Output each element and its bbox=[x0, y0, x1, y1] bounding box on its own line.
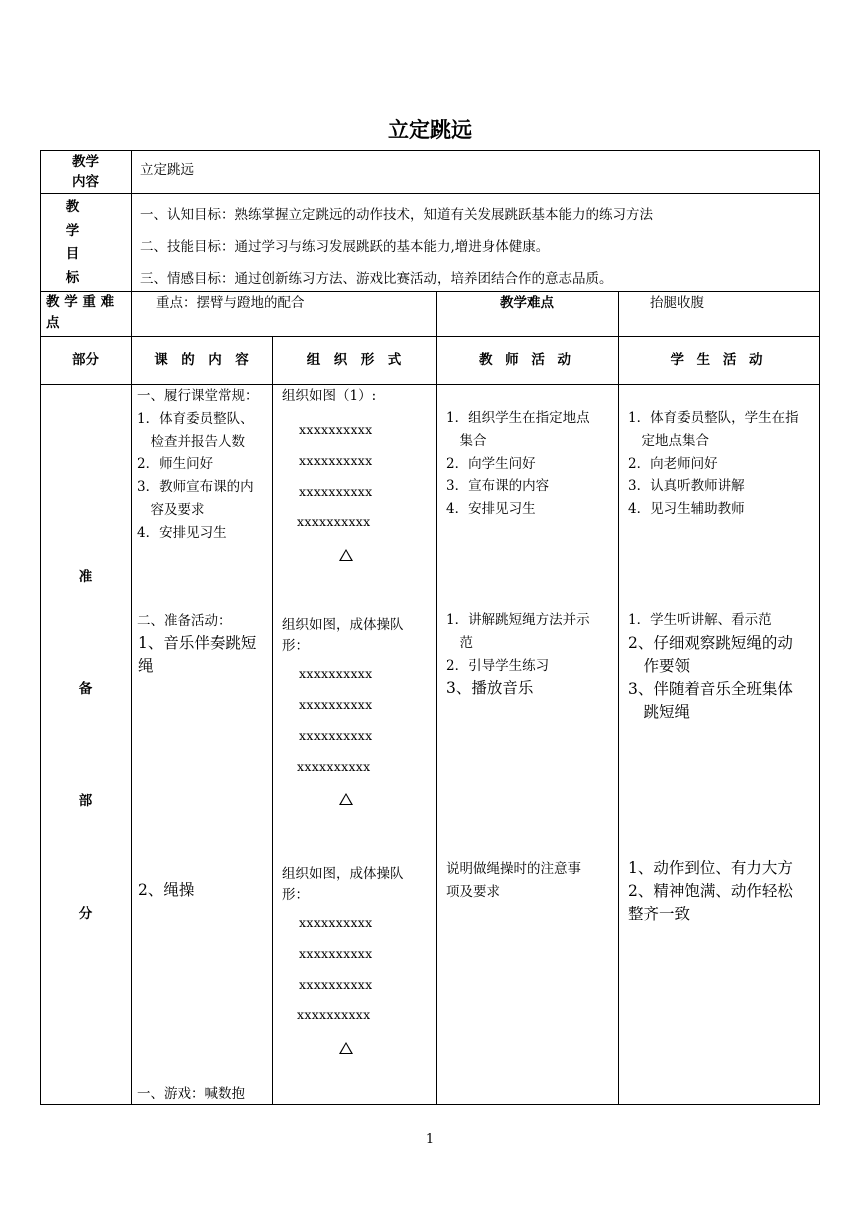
difficulty-label: 教学难点 bbox=[500, 295, 554, 311]
block3-content: 2、绳操 bbox=[138, 881, 195, 899]
block2-teacher: 1．讲解跳短绳方法并示 范 2．引导学生练习 bbox=[446, 612, 590, 674]
block3-org-title: 组织如图，成体操队 形： bbox=[282, 866, 404, 903]
block1-teacher: 1．组织学生在指定地点 集合 2．向学生问好 3．宣布课的内容 4．安排见习生 bbox=[446, 410, 590, 518]
difficulty-value: 抬腿收腹 bbox=[650, 295, 704, 311]
section-char: 备 bbox=[78, 681, 93, 697]
section-char: 准 bbox=[78, 569, 93, 585]
block2-content-title: 二、准备活动： bbox=[137, 613, 232, 629]
block2-teacher-music: 3、播放音乐 bbox=[446, 679, 534, 697]
header-teacher: 教 师 活 动 bbox=[478, 352, 576, 368]
formation-row: xxxxxxxxxx bbox=[299, 728, 373, 743]
formation-row: xxxxxxxxxx bbox=[299, 484, 373, 499]
formation-row: xxxxxxxxxx bbox=[299, 453, 373, 468]
header-content: 课 的 内 容 bbox=[154, 352, 249, 368]
block1-org-title: 组织如图（1）: bbox=[282, 388, 377, 404]
formation-row: xxxxxxxxxx bbox=[299, 946, 373, 961]
goal-skill: 二、技能目标：通过学习与练习发展跳跃的基本能力,增进身体健康。 bbox=[140, 239, 550, 255]
formation-row: xxxxxxxxxx bbox=[299, 422, 373, 437]
page-title: 立定跳远 bbox=[388, 118, 472, 142]
formation-row: xxxxxxxxxx bbox=[297, 1007, 371, 1022]
block2-content: 1、音乐伴奏跳短 绳 bbox=[138, 634, 257, 675]
header-organization: 组 织 形 式 bbox=[306, 352, 402, 368]
block1-student: 1．体育委员整队，学生在指 定地点集合 2．向老师问好 3．认真听教师讲解 4．见习生辅助教师 bbox=[628, 410, 799, 518]
row-label-key-points: 教 学 重 难 点 bbox=[46, 294, 115, 331]
header-student: 学 生 活 动 bbox=[670, 352, 767, 368]
formation-row: xxxxxxxxxx bbox=[297, 514, 371, 529]
key-point: 重点：摆臂与蹬地的配合 bbox=[156, 295, 305, 311]
teacher-triangle-icon bbox=[339, 1042, 353, 1054]
section-char: 分 bbox=[78, 906, 93, 922]
formation-row: xxxxxxxxxx bbox=[297, 759, 371, 774]
block4-content: 一、游戏：喊数抱 bbox=[137, 1086, 245, 1102]
block3-student: 1、动作到位、有力大方 2、精神饱满、动作轻松 整齐一致 bbox=[628, 859, 793, 923]
row-label-goals: 教 学 目 标 bbox=[65, 199, 80, 286]
block2-student-first: 1．学生听讲解、看示范 bbox=[628, 612, 772, 628]
formation-row: xxxxxxxxxx bbox=[299, 915, 373, 930]
content-value: 立定跳远 bbox=[140, 162, 194, 178]
teacher-triangle-icon bbox=[339, 793, 353, 805]
block1-content: 一、履行课堂常规： 1．体育委员整队、 检查并报告人数 2．师生问好 3．教师宣布课的内 容及要求 4．安排见习生 bbox=[137, 388, 259, 541]
formation-row: xxxxxxxxxx bbox=[299, 666, 373, 681]
goal-cognitive: 一、认知目标：熟练掌握立定跳远的动作技术，知道有关发展跳跃基本能力的练习方法 bbox=[140, 207, 653, 223]
block3-teacher: 说明做绳操时的注意事 项及要求 bbox=[446, 861, 581, 900]
page-number: 1 bbox=[425, 1132, 435, 1147]
section-char: 部 bbox=[78, 793, 93, 809]
block2-org-title: 组织如图，成体操队 形： bbox=[282, 617, 404, 654]
formation-row: xxxxxxxxxx bbox=[299, 977, 373, 992]
block2-student: 2、仔细观察跳短绳的动 作要领 3、伴随着音乐全班集体 跳短绳 bbox=[628, 634, 793, 721]
row-label-content: 教学 内容 bbox=[72, 154, 99, 190]
formation-row: xxxxxxxxxx bbox=[299, 697, 373, 712]
teacher-triangle-icon bbox=[339, 549, 353, 561]
header-section: 部分 bbox=[72, 352, 99, 368]
goal-affective: 三、情感目标：通过创新练习方法、游戏比赛活动，培养团结合作的意志品质。 bbox=[140, 271, 613, 287]
